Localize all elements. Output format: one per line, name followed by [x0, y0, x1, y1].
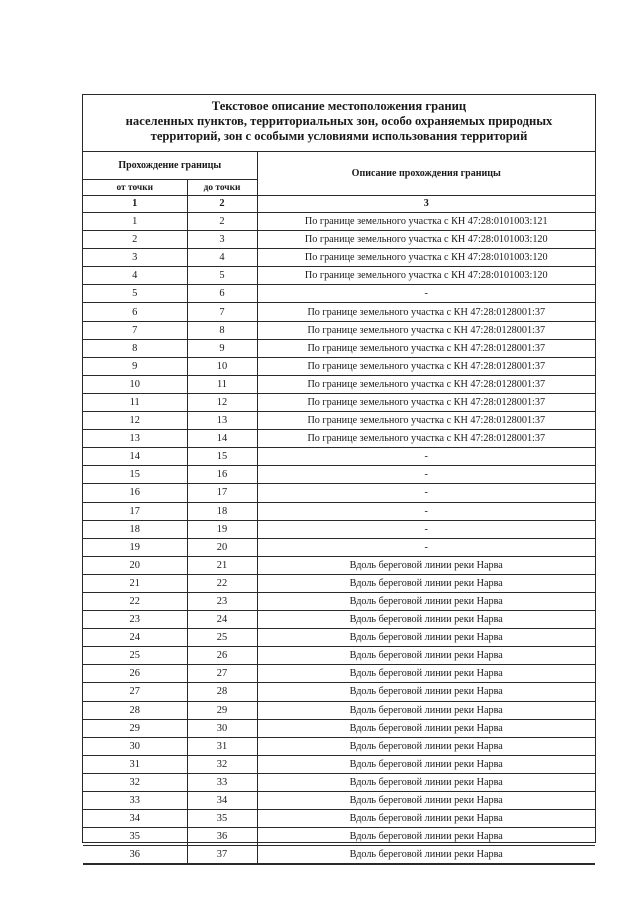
from-point-cell: 12 [83, 412, 187, 430]
to-point-cell: 27 [187, 665, 257, 683]
to-point-cell: 13 [187, 412, 257, 430]
from-point-cell: 13 [83, 430, 187, 448]
to-point-cell: 23 [187, 592, 257, 610]
to-point-cell: 15 [187, 448, 257, 466]
from-point-cell: 6 [83, 303, 187, 321]
to-point-cell: 5 [187, 267, 257, 285]
to-point-cell: 10 [187, 357, 257, 375]
description-cell: Вдоль береговой линии реки Нарва [257, 828, 595, 846]
description-cell: По границе земельного участка с КН 47:28:0128001:37 [257, 412, 595, 430]
table-row [83, 737, 595, 755]
table-row [83, 249, 595, 267]
table-row [83, 502, 595, 520]
table-row [83, 321, 595, 339]
table-row [83, 828, 595, 846]
description-cell: - [257, 484, 595, 502]
to-point-cell: 30 [187, 719, 257, 737]
table-row [83, 611, 595, 629]
to-point-cell: 37 [187, 846, 257, 864]
from-point-cell: 30 [83, 737, 187, 755]
from-point-cell: 28 [83, 701, 187, 719]
description-cell: - [257, 285, 595, 303]
document-title [83, 95, 595, 152]
description-cell: По границе земельного участка с КН 47:28:0128001:37 [257, 303, 595, 321]
table-row [83, 448, 595, 466]
description-cell: - [257, 502, 595, 520]
table-row [83, 231, 595, 249]
to-point-cell: 36 [187, 828, 257, 846]
description-cell: Вдоль береговой линии реки Нарва [257, 846, 595, 864]
description-cell: Вдоль береговой линии реки Нарва [257, 737, 595, 755]
table-row [83, 285, 595, 303]
from-point-cell: 29 [83, 719, 187, 737]
header-description: Описание прохождения границы [257, 152, 595, 196]
description-cell: По границе земельного участка с КН 47:28:0128001:37 [257, 321, 595, 339]
from-point-cell: 17 [83, 502, 187, 520]
table-row [83, 846, 595, 864]
table-row [83, 629, 595, 647]
description-cell: - [257, 448, 595, 466]
from-point-cell: 32 [83, 773, 187, 791]
from-point-cell: 24 [83, 629, 187, 647]
to-point-cell: 2 [187, 213, 257, 231]
from-point-cell: 1 [83, 213, 187, 231]
to-point-cell: 20 [187, 538, 257, 556]
to-point-cell: 21 [187, 556, 257, 574]
table-row [83, 339, 595, 357]
from-point-cell: 33 [83, 792, 187, 810]
description-cell: Вдоль береговой линии реки Нарва [257, 701, 595, 719]
description-cell: По границе земельного участка с КН 47:28:0101003:120 [257, 231, 595, 249]
from-point-cell: 10 [83, 375, 187, 393]
document-sheet [82, 94, 596, 861]
to-point-cell: 3 [187, 231, 257, 249]
from-point-cell: 8 [83, 339, 187, 357]
to-point-cell: 18 [187, 502, 257, 520]
table-row [83, 520, 595, 538]
to-point-cell: 32 [187, 755, 257, 773]
from-point-cell: 19 [83, 538, 187, 556]
description-cell: - [257, 538, 595, 556]
table-row [83, 647, 595, 665]
table-row [83, 683, 595, 701]
table-row [83, 556, 595, 574]
from-point-cell: 15 [83, 466, 187, 484]
description-cell: Вдоль береговой линии реки Нарва [257, 810, 595, 828]
to-point-cell: 31 [187, 737, 257, 755]
from-point-cell: 20 [83, 556, 187, 574]
description-cell: По границе земельного участка с КН 47:28:0128001:37 [257, 339, 595, 357]
table-row [83, 719, 595, 737]
to-point-cell: 33 [187, 773, 257, 791]
to-point-cell: 7 [187, 303, 257, 321]
header-boundary-passage: Прохождение границы [83, 152, 257, 180]
table-row [83, 773, 595, 791]
from-point-cell: 26 [83, 665, 187, 683]
to-point-cell: 17 [187, 484, 257, 502]
table-row [83, 303, 595, 321]
table-row [83, 592, 595, 610]
description-cell: Вдоль береговой линии реки Нарва [257, 683, 595, 701]
table-row [83, 430, 595, 448]
description-cell: По границе земельного участка с КН 47:28:0128001:37 [257, 393, 595, 411]
to-point-cell: 6 [187, 285, 257, 303]
to-point-cell: 24 [187, 611, 257, 629]
table-row [83, 357, 595, 375]
column-number-1: 1 [83, 196, 187, 213]
table-row [83, 665, 595, 683]
table-row [83, 375, 595, 393]
to-point-cell: 29 [187, 701, 257, 719]
description-cell: Вдоль береговой линии реки Нарва [257, 556, 595, 574]
header-to-point: до точки [187, 180, 257, 196]
description-cell: Вдоль береговой линии реки Нарва [257, 773, 595, 791]
title-line-3: территорий, зон с особыми условиями использования территорий [150, 129, 528, 143]
from-point-cell: 22 [83, 592, 187, 610]
description-cell: - [257, 466, 595, 484]
description-cell: По границе земельного участка с КН 47:28:0101003:121 [257, 213, 595, 231]
to-point-cell: 4 [187, 249, 257, 267]
to-point-cell: 26 [187, 647, 257, 665]
table-row [83, 412, 595, 430]
from-point-cell: 9 [83, 357, 187, 375]
from-point-cell: 31 [83, 755, 187, 773]
table-row [83, 267, 595, 285]
from-point-cell: 11 [83, 393, 187, 411]
from-point-cell: 21 [83, 574, 187, 592]
description-cell: Вдоль береговой линии реки Нарва [257, 629, 595, 647]
from-point-cell: 36 [83, 846, 187, 864]
description-cell: Вдоль береговой линии реки Нарва [257, 719, 595, 737]
column-number-3: 3 [257, 196, 595, 213]
table-row [83, 792, 595, 810]
from-point-cell: 2 [83, 231, 187, 249]
description-cell: По границе земельного участка с КН 47:28:0128001:37 [257, 375, 595, 393]
description-cell: По границе земельного участка с КН 47:28:0101003:120 [257, 267, 595, 285]
table-row [83, 393, 595, 411]
table-row [83, 484, 595, 502]
from-point-cell: 34 [83, 810, 187, 828]
from-point-cell: 4 [83, 267, 187, 285]
to-point-cell: 19 [187, 520, 257, 538]
to-point-cell: 16 [187, 466, 257, 484]
to-point-cell: 28 [187, 683, 257, 701]
from-point-cell: 7 [83, 321, 187, 339]
to-point-cell: 14 [187, 430, 257, 448]
table-row [83, 701, 595, 719]
to-point-cell: 12 [187, 393, 257, 411]
from-point-cell: 16 [83, 484, 187, 502]
column-number-2: 2 [187, 196, 257, 213]
from-point-cell: 23 [83, 611, 187, 629]
boundary-table [83, 152, 595, 864]
to-point-cell: 22 [187, 574, 257, 592]
from-point-cell: 5 [83, 285, 187, 303]
description-cell: По границе земельного участка с КН 47:28:0101003:120 [257, 249, 595, 267]
description-cell: - [257, 520, 595, 538]
to-point-cell: 9 [187, 339, 257, 357]
from-point-cell: 18 [83, 520, 187, 538]
title-line-1: Текстовое описание местоположения границ [211, 99, 467, 113]
table-row [83, 538, 595, 556]
table-row [83, 755, 595, 773]
from-point-cell: 3 [83, 249, 187, 267]
from-point-cell: 35 [83, 828, 187, 846]
to-point-cell: 34 [187, 792, 257, 810]
to-point-cell: 35 [187, 810, 257, 828]
table-row [83, 574, 595, 592]
description-cell: Вдоль береговой линии реки Нарва [257, 665, 595, 683]
table-row [83, 213, 595, 231]
to-point-cell: 11 [187, 375, 257, 393]
description-cell: Вдоль береговой линии реки Нарва [257, 792, 595, 810]
description-cell: По границе земельного участка с КН 47:28:0128001:37 [257, 357, 595, 375]
description-cell: По границе земельного участка с КН 47:28:0128001:37 [257, 430, 595, 448]
to-point-cell: 25 [187, 629, 257, 647]
table-row [83, 810, 595, 828]
table-end-gap [83, 864, 595, 873]
description-cell: Вдоль береговой линии реки Нарва [257, 755, 595, 773]
from-point-cell: 25 [83, 647, 187, 665]
table-row [83, 466, 595, 484]
description-cell: Вдоль береговой линии реки Нарва [257, 647, 595, 665]
from-point-cell: 14 [83, 448, 187, 466]
header-from-point: от точки [83, 180, 187, 196]
description-cell: Вдоль береговой линии реки Нарва [257, 592, 595, 610]
title-line-2: населенных пунктов, территориальных зон, особо охраняемых природных [125, 114, 553, 128]
to-point-cell: 8 [187, 321, 257, 339]
description-cell: Вдоль береговой линии реки Нарва [257, 574, 595, 592]
from-point-cell: 27 [83, 683, 187, 701]
description-cell: Вдоль береговой линии реки Нарва [257, 611, 595, 629]
